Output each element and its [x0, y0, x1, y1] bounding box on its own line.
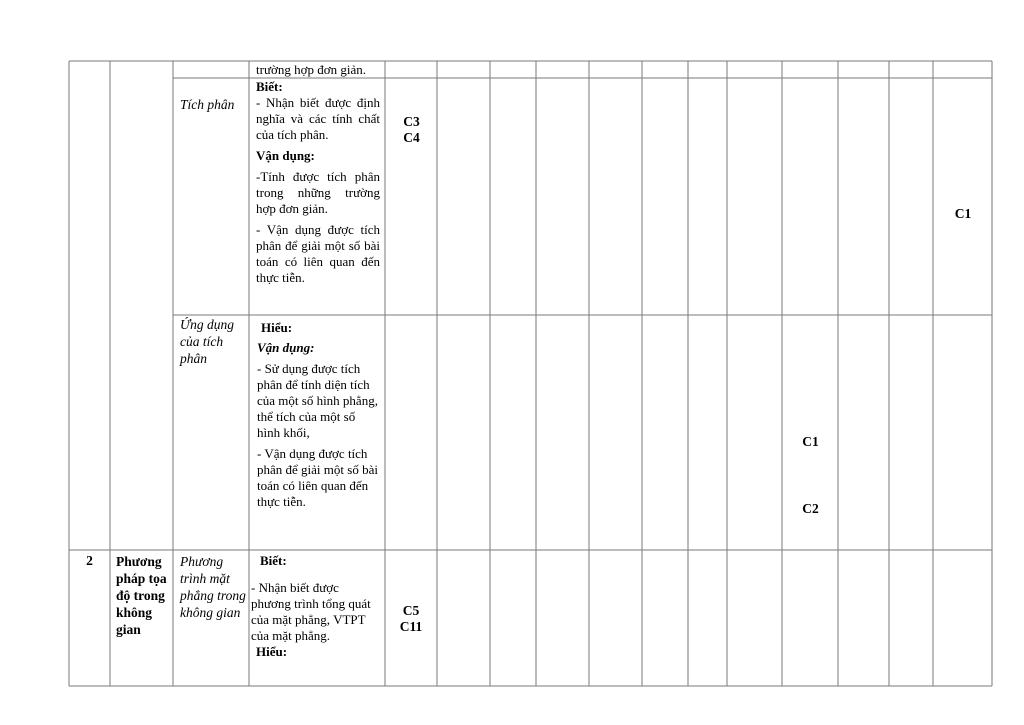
label-hieu: Hiểu:: [261, 320, 293, 335]
text-van-dung-1: -Tính được tích phân trong những trường hợp đơn giản.: [256, 169, 380, 216]
codes-mat-phang: [385, 603, 437, 635]
content-mat-phang: [251, 553, 381, 660]
text-biet: - Nhận biết được định nghĩa và các tính chất của tích phân.: [256, 95, 380, 142]
topic-phuong-trinh-mat-phang: Phương trình mặt phẳng trong không gian: [180, 554, 246, 620]
text-nhan-biet-pt: - Nhận biết được phương trình tổng quát của mặt phẳng, VTPT của mặt phẳng.: [251, 580, 371, 643]
code-c4: C4: [403, 130, 420, 145]
code-c11: C11: [399, 619, 423, 634]
continued-text: trường hợp đơn giản.: [256, 62, 366, 77]
code-c5: C5: [402, 603, 420, 618]
label-van-dung: Vận dụng:: [256, 148, 315, 163]
code-c1-col11: C1: [802, 434, 819, 449]
topic-ung-dung: Ứng dụng của tích phân: [180, 317, 235, 366]
content-tich-phan: [256, 79, 380, 286]
topic-tich-phan: Tích phân: [180, 97, 235, 112]
content-ung-dung: [257, 320, 379, 510]
text-van-dung-2: - Vận dụng được tích phân để giải một số bài toán có liên quan đến thực tiễn.: [256, 222, 380, 285]
label-biet: Biết:: [256, 79, 283, 94]
code-c1-last-col: C1: [954, 206, 972, 221]
text-van-dung-thuc-tien: - Vận dụng được tích phân để giải một số bài toán có liên quan đến thực tiễn.: [257, 446, 378, 509]
codes-tich-phan: [385, 114, 438, 146]
text-su-dung: - Sử dụng được tích phân để tính diện tích của một số hình phẳng, thể tích của một số hình khối,: [257, 361, 378, 440]
row-index: 2: [86, 553, 93, 568]
label-hieu-2: Hiểu:: [256, 644, 288, 659]
code-c2-col11: C2: [802, 501, 819, 516]
label-biet-2: Biết:: [260, 553, 287, 568]
chapter-name: Phương pháp tọa độ trong không gian: [116, 554, 167, 637]
code-c3: C3: [403, 114, 420, 129]
label-van-dung-2: Vận dụng:: [257, 340, 315, 355]
